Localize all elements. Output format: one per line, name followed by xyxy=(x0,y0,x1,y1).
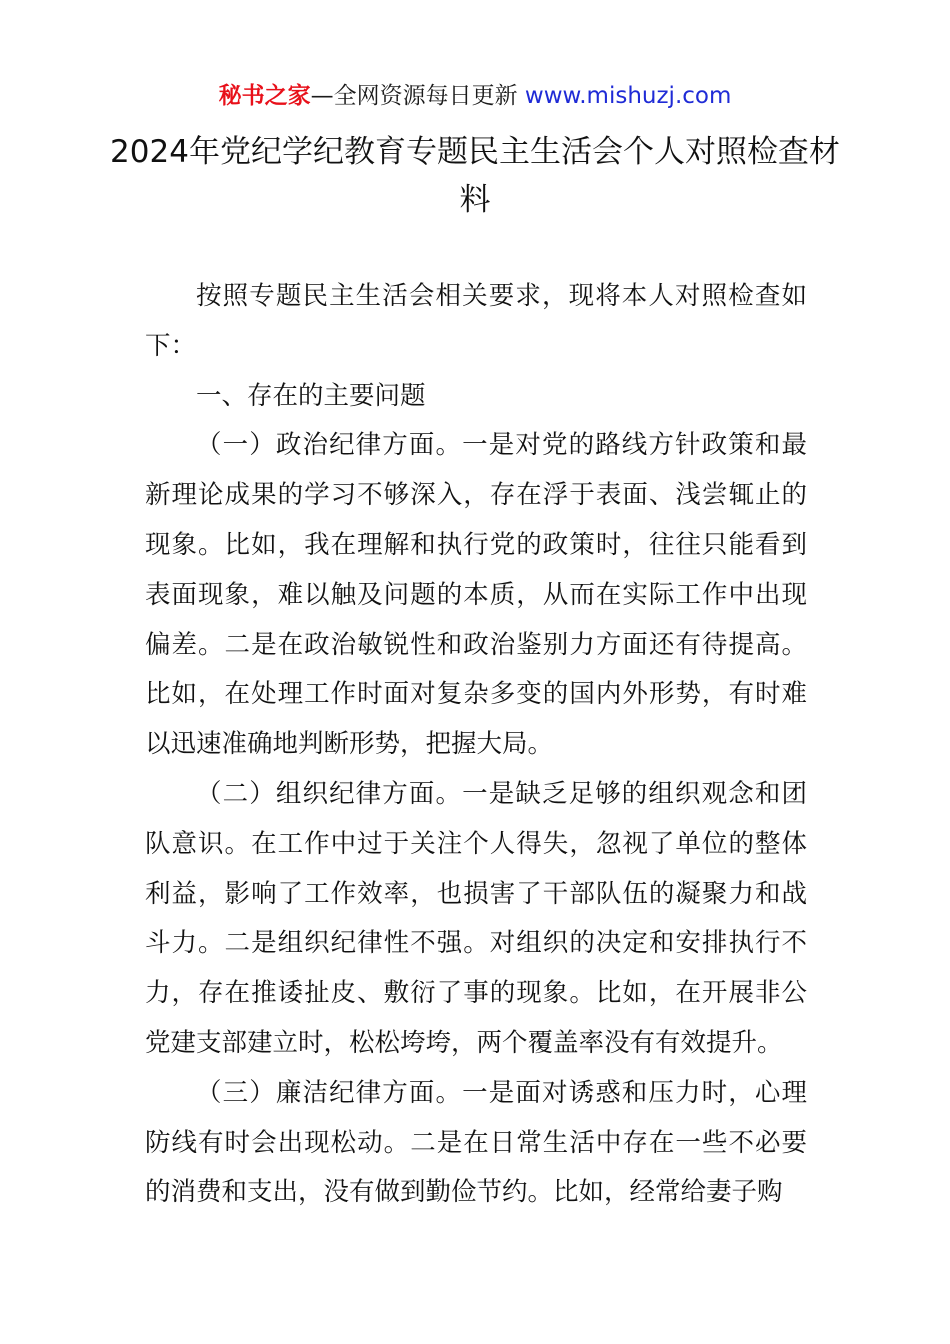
brand-name: 秘书之家 xyxy=(218,83,311,109)
site-header xyxy=(0,80,950,112)
slogan: —全网资源每日更新 xyxy=(310,83,518,109)
document-title: 2024年党纪学纪教育专题民主生活会个人对照检查材料 xyxy=(110,134,840,218)
organizational-discipline-paragraph: （二）组织纪律方面。一是缺乏足够的组织观念和团队意识。在工作中过于关注个人得失，忽视了单位的整体利益，影响了工作效率，也损害了干部队伍的凝聚力和战斗力。二是组织纪律性不强。对组织的决定和安排执行不力，存在推诿扯皮、敷衍了事的现象。比如，在开展非公党建支部建立时，松松垮垮，两个覆盖率没有有效提升。 xyxy=(145,778,807,1058)
section-heading: 一、存在的主要问题 xyxy=(196,380,426,411)
intro-paragraph: 按照专题民主生活会相关要求，现将本人对照检查如下： xyxy=(145,281,807,361)
site-url-link[interactable]: www.mishuzj.com xyxy=(524,83,732,109)
political-discipline-paragraph: （一）政治纪律方面。一是对党的路线方针政策和最新理论成果的学习不够深入，存在浮于表面、浅尝辄止的现象。比如，我在理解和执行党的政策时，往往只能看到表面现象，难以触及问题的本质，从而在实际工作中出现偏差。二是在政治敏锐性和政治鉴别力方面还有待提高。比如，在处理工作时面对复杂多变的国内外形势，有时难以迅速准确地判断形势，把握大局。 xyxy=(145,430,807,760)
integrity-discipline-paragraph: （三）廉洁纪律方面。一是面对诱惑和压力时，心理防线有时会出现松动。二是在日常生活中存在一些不必要的消费和支出，没有做到勤俭节约。比如，经常给妻子购 xyxy=(145,1077,807,1208)
document-body xyxy=(145,272,807,1218)
